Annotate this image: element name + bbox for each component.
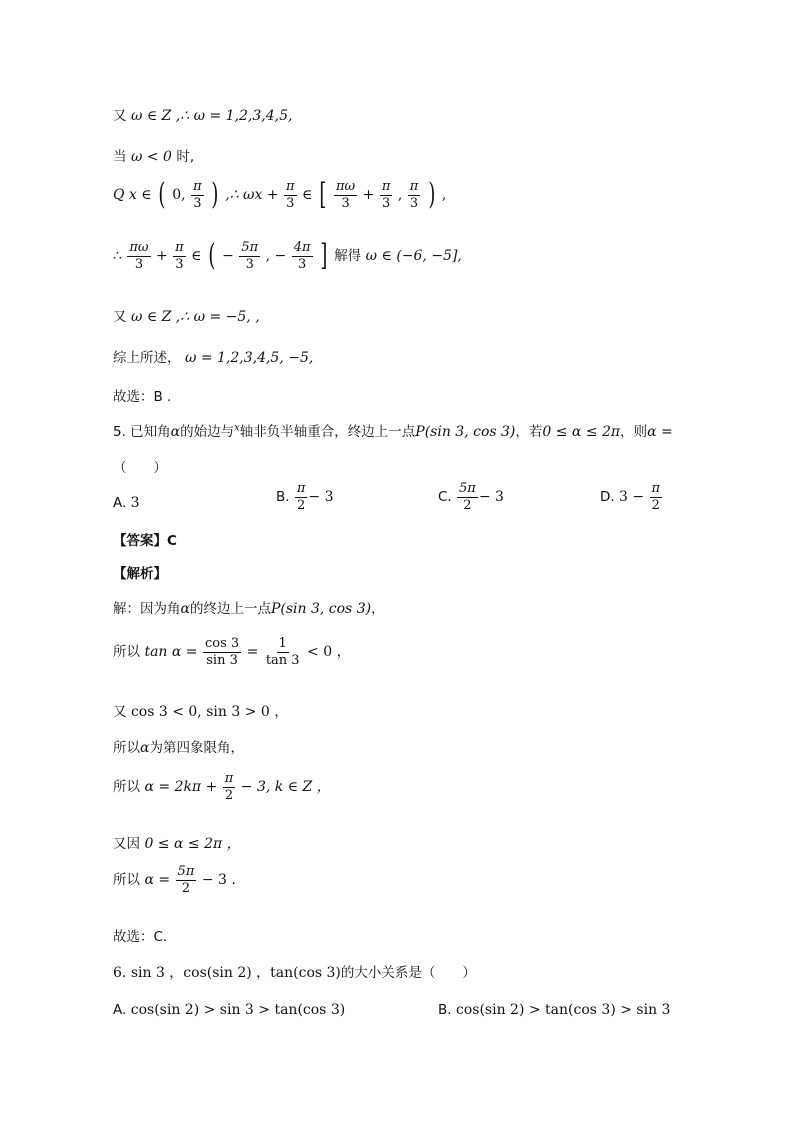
option-a	[113, 495, 140, 511]
q6-option-a	[113, 1002, 345, 1018]
fraction	[650, 482, 663, 512]
numerator: π	[651, 481, 661, 496]
denominator: 3	[134, 256, 144, 272]
line-omega-integer	[113, 104, 292, 124]
solution-step-3	[113, 700, 288, 721]
text: 解得	[334, 248, 362, 265]
denominator: 2	[296, 497, 306, 513]
text: 解：因为角	[113, 601, 181, 617]
math: 3 −	[618, 489, 645, 506]
math: x	[234, 422, 240, 434]
text: ，则	[620, 424, 648, 440]
denominator: 2	[181, 880, 191, 896]
text: 时,	[176, 149, 195, 165]
numerator: π	[381, 179, 391, 194]
math: − 3, k ∈ Z ，	[240, 779, 331, 796]
option-label: D.	[600, 489, 619, 506]
fraction	[127, 241, 150, 271]
math: tan α =	[144, 644, 198, 661]
text: 轴非负半轴重合，终边上一点	[239, 424, 416, 440]
denominator: sin 3	[206, 652, 238, 668]
option-label: B.	[276, 489, 294, 506]
denominator: 3	[298, 256, 307, 272]
bracket: [	[319, 177, 327, 213]
math: ∴	[113, 248, 122, 265]
question-6	[113, 961, 476, 982]
fraction	[173, 241, 186, 271]
option-label: C.	[438, 489, 457, 506]
math: P(sin 3, cos 3)	[270, 601, 372, 617]
line-choose-c: 故选：C.	[113, 929, 168, 945]
denominator: tan 3	[265, 652, 300, 668]
question-5-blank: （ ）	[113, 460, 167, 476]
option-d	[600, 482, 663, 512]
text: 6.	[113, 965, 127, 981]
paren: (	[208, 238, 216, 274]
math: − 3 .	[201, 872, 236, 889]
solution-step-5	[113, 772, 331, 802]
line-omega-minus5	[113, 305, 260, 325]
math: − 3	[308, 489, 334, 506]
numerator: πω	[129, 240, 149, 255]
math: α	[140, 740, 150, 756]
math: cos(sin 2) > sin 3 > tan(cos 3)	[130, 1002, 346, 1018]
text: ，若	[515, 424, 543, 440]
denominator: 2	[651, 497, 660, 513]
math: ω ∈ Z ,∴ ω = −5, ,	[130, 309, 260, 325]
math: − 3	[478, 489, 504, 506]
math: cos(sin 2) > tan(cos 3) > sin 3	[456, 1002, 671, 1018]
math: =	[246, 644, 259, 661]
fraction	[223, 772, 236, 802]
text: 当	[113, 149, 127, 165]
math: ,∴ ωx +	[225, 187, 279, 204]
q6-option-b	[438, 1002, 670, 1018]
numerator: cos 3	[204, 636, 240, 651]
math: +	[362, 187, 375, 204]
fraction	[191, 180, 204, 210]
math: ,	[441, 187, 447, 204]
text: 的终边上一点	[189, 601, 271, 617]
line-summary	[113, 346, 313, 366]
denominator: 3	[341, 195, 350, 211]
option-label: B.	[438, 1002, 452, 1018]
denominator: 3	[286, 195, 295, 211]
numerator: 4π	[293, 240, 311, 255]
text: 所以	[113, 644, 140, 661]
text: ，	[371, 601, 385, 617]
solution-step-7	[113, 865, 236, 895]
math: < 0 ，	[307, 644, 351, 661]
solution-step-4	[113, 736, 244, 756]
solution-step-6	[113, 832, 241, 853]
numerator: π	[224, 771, 234, 786]
text: 所以	[113, 740, 140, 756]
math: α =	[647, 424, 673, 440]
text: 所以	[113, 872, 140, 889]
text: 的大小关系是（ ）	[340, 965, 476, 981]
math: α	[180, 601, 190, 617]
solution-step-1	[113, 597, 385, 617]
text: 所以	[113, 779, 140, 796]
math: ∈	[191, 248, 202, 265]
math: 3	[130, 495, 140, 511]
bracket: ]	[320, 238, 328, 274]
text: 的始边与	[180, 424, 235, 440]
math: α = 2kπ +	[144, 779, 218, 796]
math: ω < 0	[130, 149, 172, 165]
math: 0,	[172, 187, 186, 204]
line-solve-omega	[113, 238, 462, 274]
math: ω = 1,2,3,4,5, −5,	[184, 350, 314, 366]
text: 5. 已知角	[113, 424, 171, 440]
fraction	[203, 637, 241, 667]
fraction	[176, 865, 197, 895]
fraction	[264, 637, 302, 667]
math: Q x ∈	[113, 187, 152, 204]
paren: )	[211, 177, 219, 213]
fraction	[239, 241, 260, 271]
math: −	[222, 248, 234, 265]
text: 又	[113, 309, 127, 325]
text: 又	[113, 704, 127, 720]
fraction	[380, 180, 393, 210]
answer-label: 【答案】C	[113, 533, 177, 549]
denominator: 2	[463, 497, 472, 513]
numerator: π	[193, 179, 202, 194]
line-choose-b: 故选：B .	[113, 389, 172, 405]
line-interval	[113, 177, 447, 213]
math: 0 ≤ α ≤ 2π ，	[144, 836, 241, 852]
numerator: 5π	[177, 864, 195, 879]
denominator: 3	[381, 195, 391, 211]
question-5	[113, 420, 673, 440]
fraction	[284, 180, 297, 210]
math: , −	[265, 248, 287, 265]
denominator: 3	[193, 195, 202, 211]
fraction	[408, 180, 421, 210]
numerator: 1	[278, 636, 287, 651]
math: 0 ≤ α ≤ 2π	[542, 424, 621, 440]
denominator: 3	[245, 256, 254, 272]
text: 又因	[113, 836, 140, 852]
numerator: πω	[336, 179, 356, 194]
math: ∈	[302, 187, 313, 204]
math: α	[170, 424, 181, 440]
math: cos 3 < 0, sin 3 > 0 ，	[130, 704, 289, 720]
numerator: π	[286, 179, 295, 194]
numerator: π	[175, 240, 184, 255]
fraction	[457, 482, 478, 512]
fraction	[295, 482, 308, 512]
math: ω ∈ Z ,∴ ω = 1,2,3,4,5,	[130, 108, 293, 124]
numerator: π	[296, 481, 306, 496]
line-omega-negative	[113, 145, 194, 165]
option-b	[276, 482, 334, 512]
math: ,	[397, 187, 403, 204]
fraction	[292, 241, 313, 271]
option-c	[438, 482, 504, 512]
math: α =	[144, 872, 171, 889]
paren: )	[428, 177, 436, 213]
option-label: A.	[113, 1002, 127, 1018]
fraction	[334, 180, 357, 210]
analysis-label: 【解析】	[113, 566, 167, 582]
numerator: 5π	[459, 481, 476, 496]
denominator: 3	[409, 195, 419, 211]
numerator: 5π	[241, 240, 259, 255]
solution-step-2	[113, 637, 351, 667]
math: sin 3 ，cos(sin 2) ，tan(cos 3)	[130, 965, 341, 981]
text: 综上所述，	[113, 350, 181, 366]
denominator: 3	[175, 256, 184, 272]
paren: (	[158, 177, 166, 213]
text: 为第四象限角，	[149, 740, 244, 756]
math: +	[155, 248, 168, 265]
numerator: π	[409, 179, 419, 194]
math: ω ∈ (−6, −5],	[365, 248, 462, 265]
text: 又	[113, 108, 127, 124]
math: P(sin 3, cos 3)	[415, 424, 516, 440]
denominator: 2	[224, 787, 234, 803]
option-label: A.	[113, 495, 131, 511]
